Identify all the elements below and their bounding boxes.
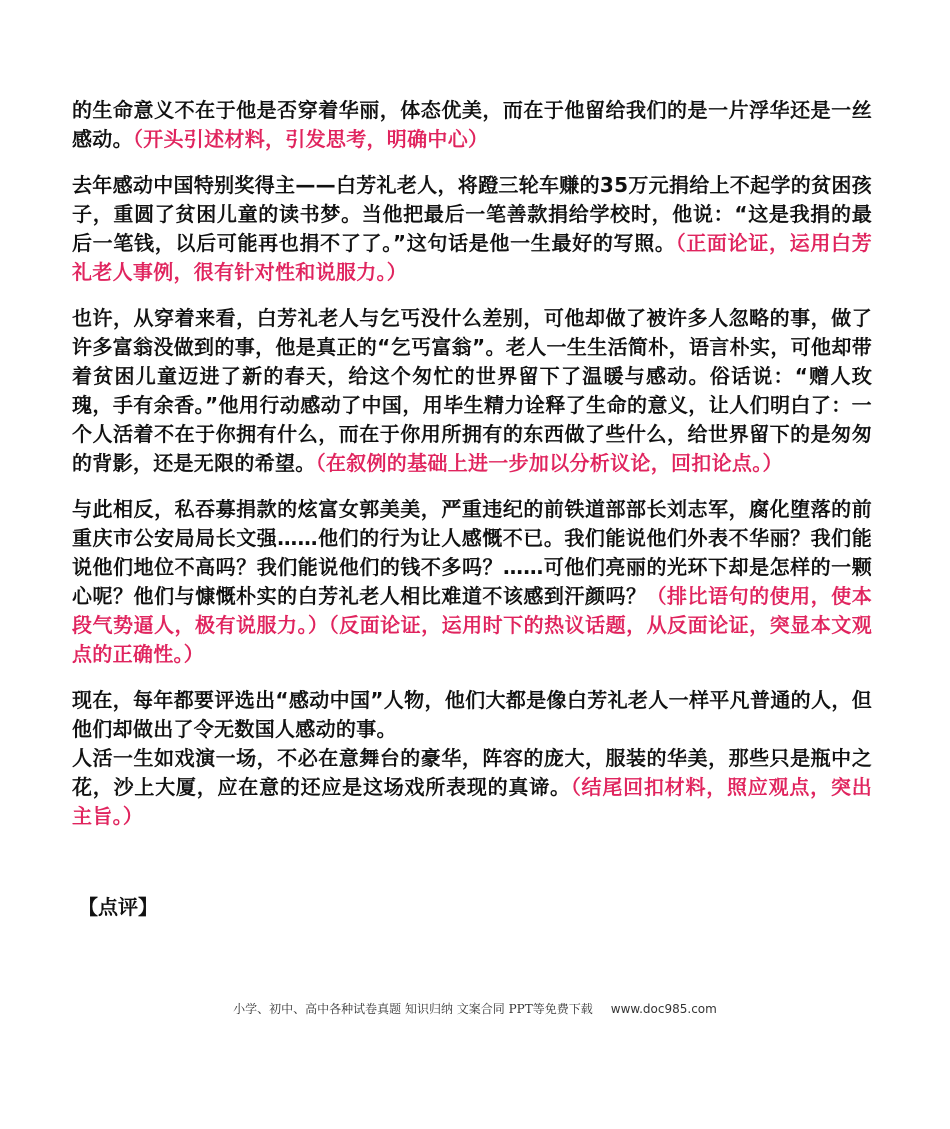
review-heading: 【点评】 [78,895,158,919]
paragraph-opening [72,96,872,154]
paragraph-positive-example [72,171,872,287]
footer-link[interactable]: www.doc985.com [610,1002,717,1016]
paragraph-text: 的生命意义不在于他是否穿着华丽，体态优美，而在于他留给我们的是一片浮华还是一丝感动。 [72,98,872,151]
annotation: （开头引述材料，引发思考，明确中心） [132,127,489,151]
annotation: （正面论证，运用白芳礼老人事例，很有针对性和说服力。） [72,231,872,284]
paragraph-text: 人活一生如戏演一场，不必在意舞台的豪华，阵容的庞大，服装的华美，那些只是瓶中之花，沙上大厦，应在意的还应是这场戏所表现的真谛。 [72,746,872,799]
annotation: （排比语句的使用，使本段气势逼人，极有说服力。）（反面论证，运用时下的热议话题，从反面论证，突显本文观点的正确性。） [72,584,872,666]
annotation: （结尾回扣材料，照应观点，突出主旨。） [72,775,873,828]
paragraph-analysis [72,304,872,478]
footer-text: 小学、初中、高中各种试卷真题 知识归纳 文案合同 PPT等免费下载 [233,1002,593,1016]
page-footer [0,1000,950,1017]
paragraph-conclusion [72,744,872,831]
paragraph-counter-example [72,495,872,669]
paragraph-text: 与此相反，私吞募捐款的炫富女郭美美，严重违纪的前铁道部部长刘志军，腐化堕落的前重庆市公安局局长文强……他们的行为让人感慨不已。我们能说他们外表不华丽？我们能说他们地位不高吗？我们能说他们的钱不多吗？……可他们亮丽的光环下却是怎样的一颗心呢？他们与慷慨朴实的白芳礼老人相比难道不该感到汗颜吗？ [72,497,872,608]
paragraph-text: 现在，每年都要评选出“感动中国”人物，他们大都是像白芳礼老人一样平凡普通的人，但他们却做出了令无数国人感动的事。 [72,688,872,741]
essay-body [72,96,872,848]
paragraph-text: 也许，从穿着来看，白芳礼老人与乞丐没什么差别，可他却做了被许多人忽略的事，做了许多富翁没做到的事，他是真正的“乞丐富翁”。老人一生生活简朴，语言朴实，可他却带着贫困儿童迈进了新的春天，给这个匆忙的世界留下了温暖与感动。俗话说：“赠人玫瑰，手有余香。”他用行动感动了中国，用毕生精力诠释了生命的意义，让人们明白了：一个人活着不在于你拥有什么，而在于你用所拥有的东西做了些什么，给世界留下的是匆匆的背影，还是无限的希望。 [72,306,872,475]
annotation: （在叙例的基础上进一步加以分析议论，回扣论点。） [315,451,783,475]
paragraph-text: 去年感动中国特别奖得主——白芳礼老人，将蹬三轮车赚的35万元捐给上不起学的贫困孩子，重圆了贫困儿童的读书梦。当他把最后一笔善款捐给学校时，他说：“这是我捐的最后一笔钱，以后可能再也捐不了了。”这句话是他一生最好的写照。 [72,173,872,255]
paragraph-present-day [72,686,872,744]
